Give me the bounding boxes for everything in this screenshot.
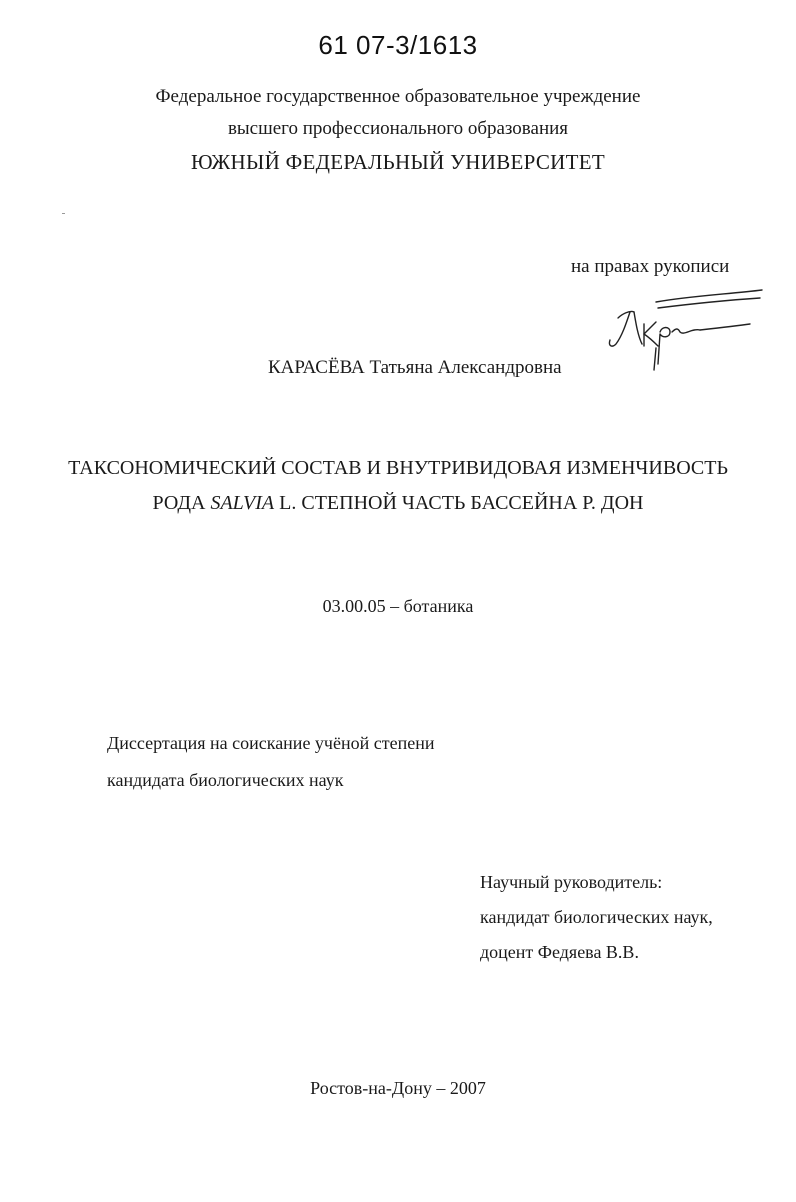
title-line-2-prefix: РОДА — [152, 492, 211, 514]
dissertation-title-line-1: ТАКСОНОМИЧЕСКИЙ СОСТАВ И ВНУТРИВИДОВАЯ ИЗМЕНЧИВОСТЬ — [68, 457, 728, 479]
genus-name: SALVIA — [210, 492, 275, 514]
specialty-code: 03.00.05 – ботаника — [322, 596, 474, 616]
dissertation-degree-line-2: кандидата биологических наук — [107, 770, 344, 790]
dissertation-title-line-2 — [0, 492, 796, 515]
supervisor-heading: Научный руководитель: — [480, 872, 663, 892]
university-name: ЮЖНЫЙ ФЕДЕРАЛЬНЫЙ УНИВЕРСИТЕТ — [190, 150, 606, 174]
dissertation-degree-line-1: Диссертация на соискание учёной степени — [107, 733, 435, 753]
archive-stamp-number: 61 07-3/1613 — [318, 30, 478, 60]
institution-line-2: высшего профессионального образования — [227, 118, 569, 139]
supervisor-name: доцент Федяева В.В. — [480, 942, 639, 962]
margin-mark — [62, 213, 65, 214]
institution-line-1: Федеральное государственное образовательное учреждение — [155, 86, 641, 107]
title-line-2-suffix: L. СТЕПНОЙ ЧАСТЬ БАССЕЙНА Р. ДОН — [274, 492, 644, 514]
city-and-year: Ростов-на-Дону – 2007 — [310, 1078, 486, 1098]
author-name: КАРАСЁВА Татьяна Александровна — [268, 357, 562, 378]
author-signature — [600, 288, 770, 378]
supervisor-degree: кандидат биологических наук, — [480, 907, 713, 927]
manuscript-rights-note: на правах рукописи — [571, 256, 730, 277]
